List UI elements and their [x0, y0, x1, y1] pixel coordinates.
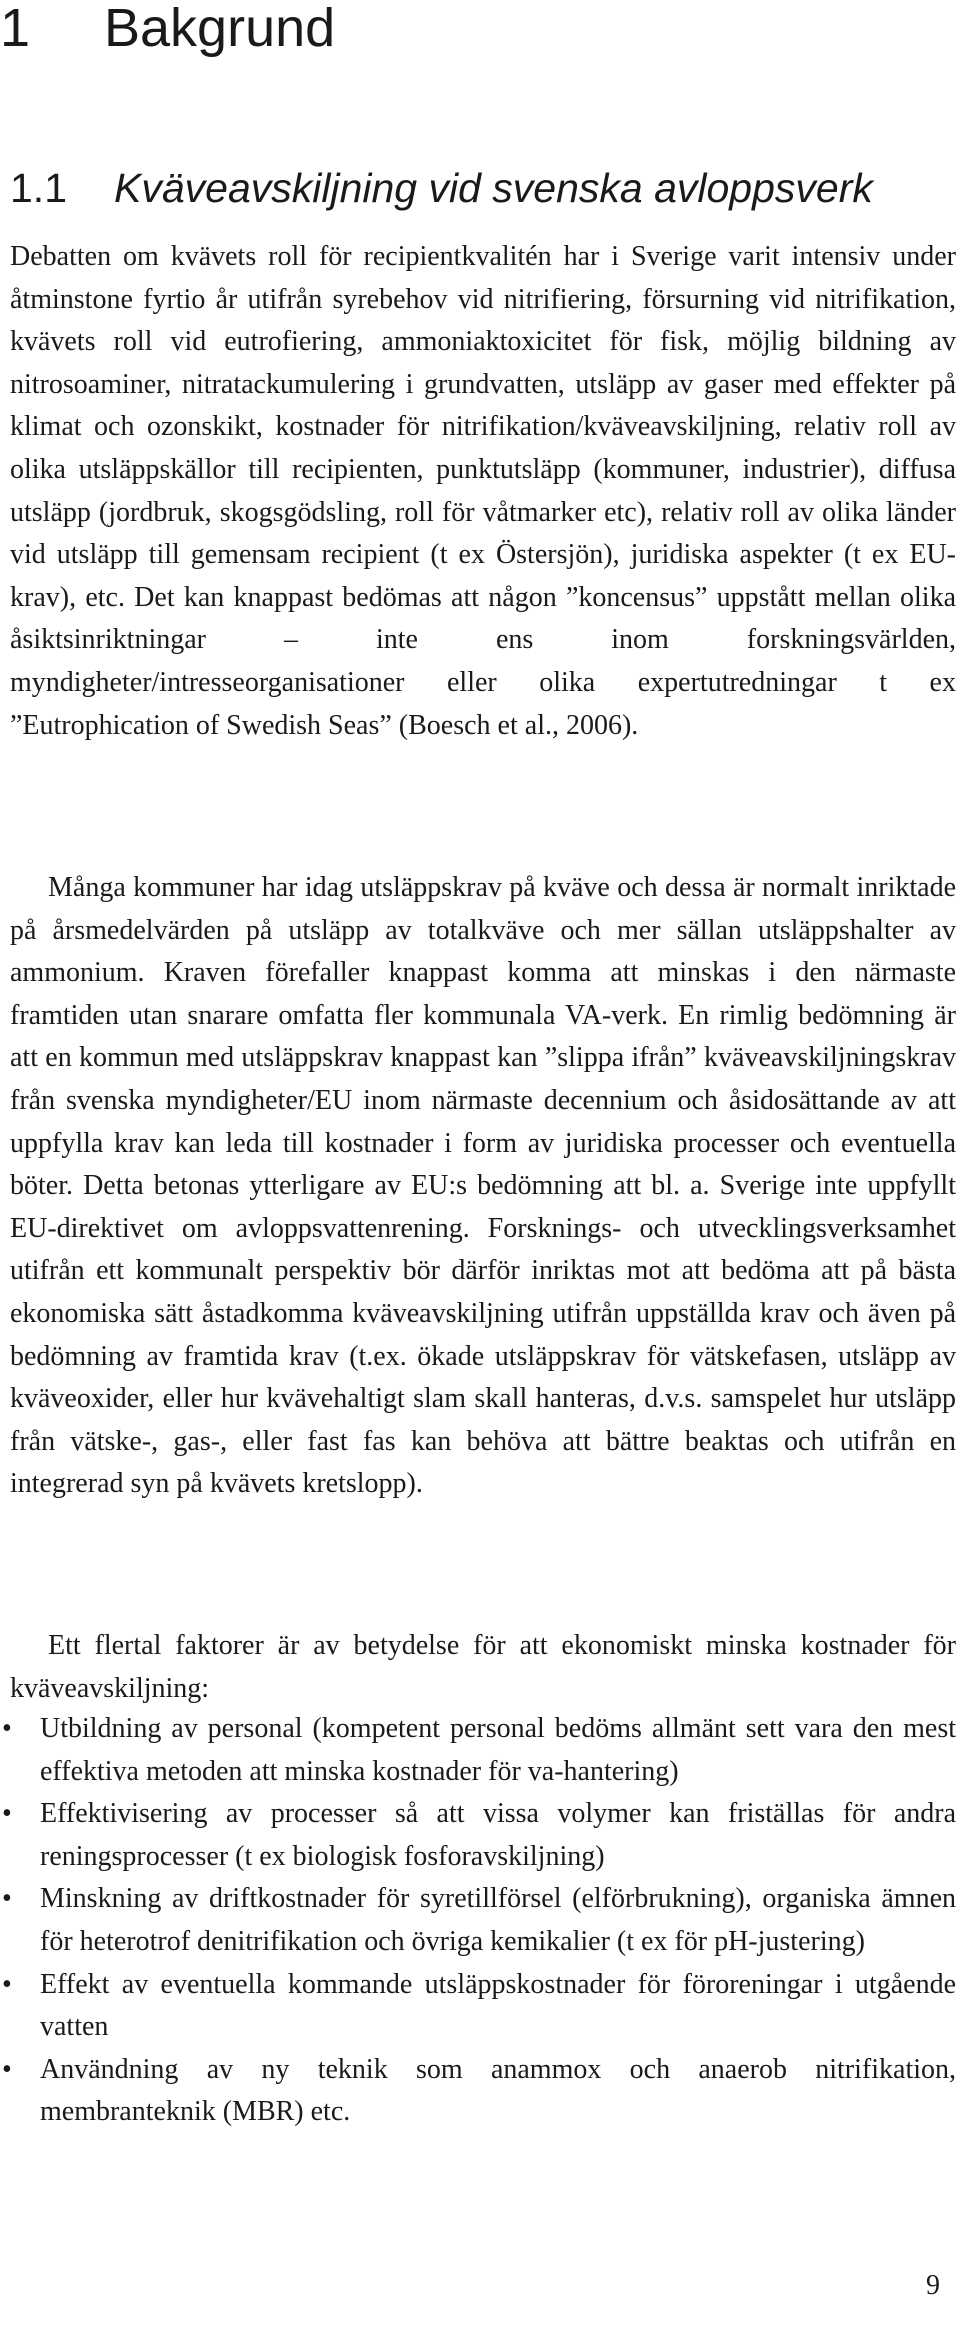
paragraph-cost-factors-intro: Ett flertal faktorer är av betydelse för att ekonomiskt minska kostnader för kväveavskiljning: [10, 1630, 956, 1704]
chapter-heading [0, 0, 335, 56]
page-number: 9 [926, 2270, 940, 2301]
chapter-title: Bakgrund [104, 0, 336, 58]
section-number: 1.1 [10, 165, 67, 211]
bullet-icon: • [2, 1713, 12, 1744]
list-item [0, 1964, 956, 2049]
paragraph-municipal-requirements: Många kommuner har idag utsläppskrav på kväve och dessa är normalt inriktade på årsmedelvärden på utsläpp av totalkväve och mer sällan utsläppshalter av ammonium. Kraven förefaller knappast komma att minskas i den närmaste framtiden utan snarare omfatta fler kommunala VA-verk. En rimlig bedömning är att en kommun med utsläppskrav knappast kan ”slippa ifrån” kväveavskiljningskrav från svenska myndigheter/EU inom närmaste decennium och åsidosättande av att uppfylla krav kan leda till kostnader i form av juridiska processer och eventuella böter. Detta betonas ytterligare av EU:s bedömning att bl. a. Sverige inte uppfyllt EU-direktivet om avloppsvattenrening. Forsknings- och utvecklingsverksamhet utifrån ett kommunalt perspektiv bör därför inriktas mot att bedöma att på bästa ekonomiska sätt åstadkomma kväveavskiljning utifrån uppställda krav och även på bedömning av framtida krav (t.ex. ökade utsläppskrav för vätskefasen, utsläpp av kväveoxider, eller hur kvävehaltigt slam skall hanteras, d.v.s. samspelet hur utsläpp från vätske-, gas-, eller fast fas kan behöva att bättre beaktas och utifrån en integrerad syn på kvävets kretslopp). [10, 872, 956, 1500]
list-item [0, 2049, 956, 2134]
list-item-text: Minskning av driftkostnader för syretillförsel (elförbrukning), organiska ämnen för heterotrof denitrifikation och övriga kemikalier (t ex för pH-justering) [40, 1883, 956, 1957]
list-item [0, 1708, 956, 1793]
list-item [0, 1878, 956, 1963]
section-heading [10, 164, 873, 212]
cost-factors-list [0, 1708, 956, 2134]
list-item-text: Utbildning av personal (kompetent personal bedöms allmänt sett vara den mest effektiva metoden att minska kostnader för va-hantering) [40, 1713, 956, 1787]
section-title: Kväveavskiljning vid svenska avloppsverk [114, 165, 873, 211]
list-item-text: Effekt av eventuella kommande utsläppskostnader för föroreningar i utgående vatten [40, 1968, 956, 2043]
chapter-number: 1 [0, 0, 31, 58]
bullet-icon: • [2, 1883, 12, 1915]
list-item-text: Effektivisering av processer så att vissa volymer kan friställas för andra reningsprocesser (t ex biologisk fosforavskiljning) [40, 1798, 956, 1872]
paragraph-debate: Debatten om kvävets roll för recipientkvalitén har i Sverige varit intensiv under åtminstone fyrtio år utifrån syrebehov vid nitrifiering, försurning vid nitrifikation, kvävets roll vid eutrofiering, ammoniaktoxicitet för fisk, möjlig bildning av nitrosoaminer, nitratackumulering i grundvatten, utsläpp av gaser med effekter på klimat och ozonskikt, kostnader för nitrifikation/kväveavskiljning, relativ roll av olika utsläppskällor till recipienten, punktutsläpp (kommuner, industrier), diffusa utsläpp (jordbruk, skogsgödsling, roll för våtmarker etc), relativ roll av olika länder vid utsläpp till gemensam recipient (t ex Östersjön), juridiska aspekter (t ex EU-krav), etc. Det kan knappast bedömas att någon ”koncensus” uppstått mellan olika åsiktsinriktningar – inte ens inom forskningsvärlden, myndigheter/intresseorganisationer eller olika expertutredningar t ex ”Eutrophication of Swedish Seas” (Boesch et al., 2006). [10, 241, 956, 741]
list-item [0, 1793, 956, 1878]
list-item-text: Användning av ny teknik som anammox och anaerob nitrifikation, membranteknik (MBR) etc. [40, 2053, 956, 2128]
bullet-icon: • [2, 1798, 12, 1830]
bullet-icon: • [2, 2053, 12, 2085]
bullet-icon: • [2, 1968, 12, 2000]
